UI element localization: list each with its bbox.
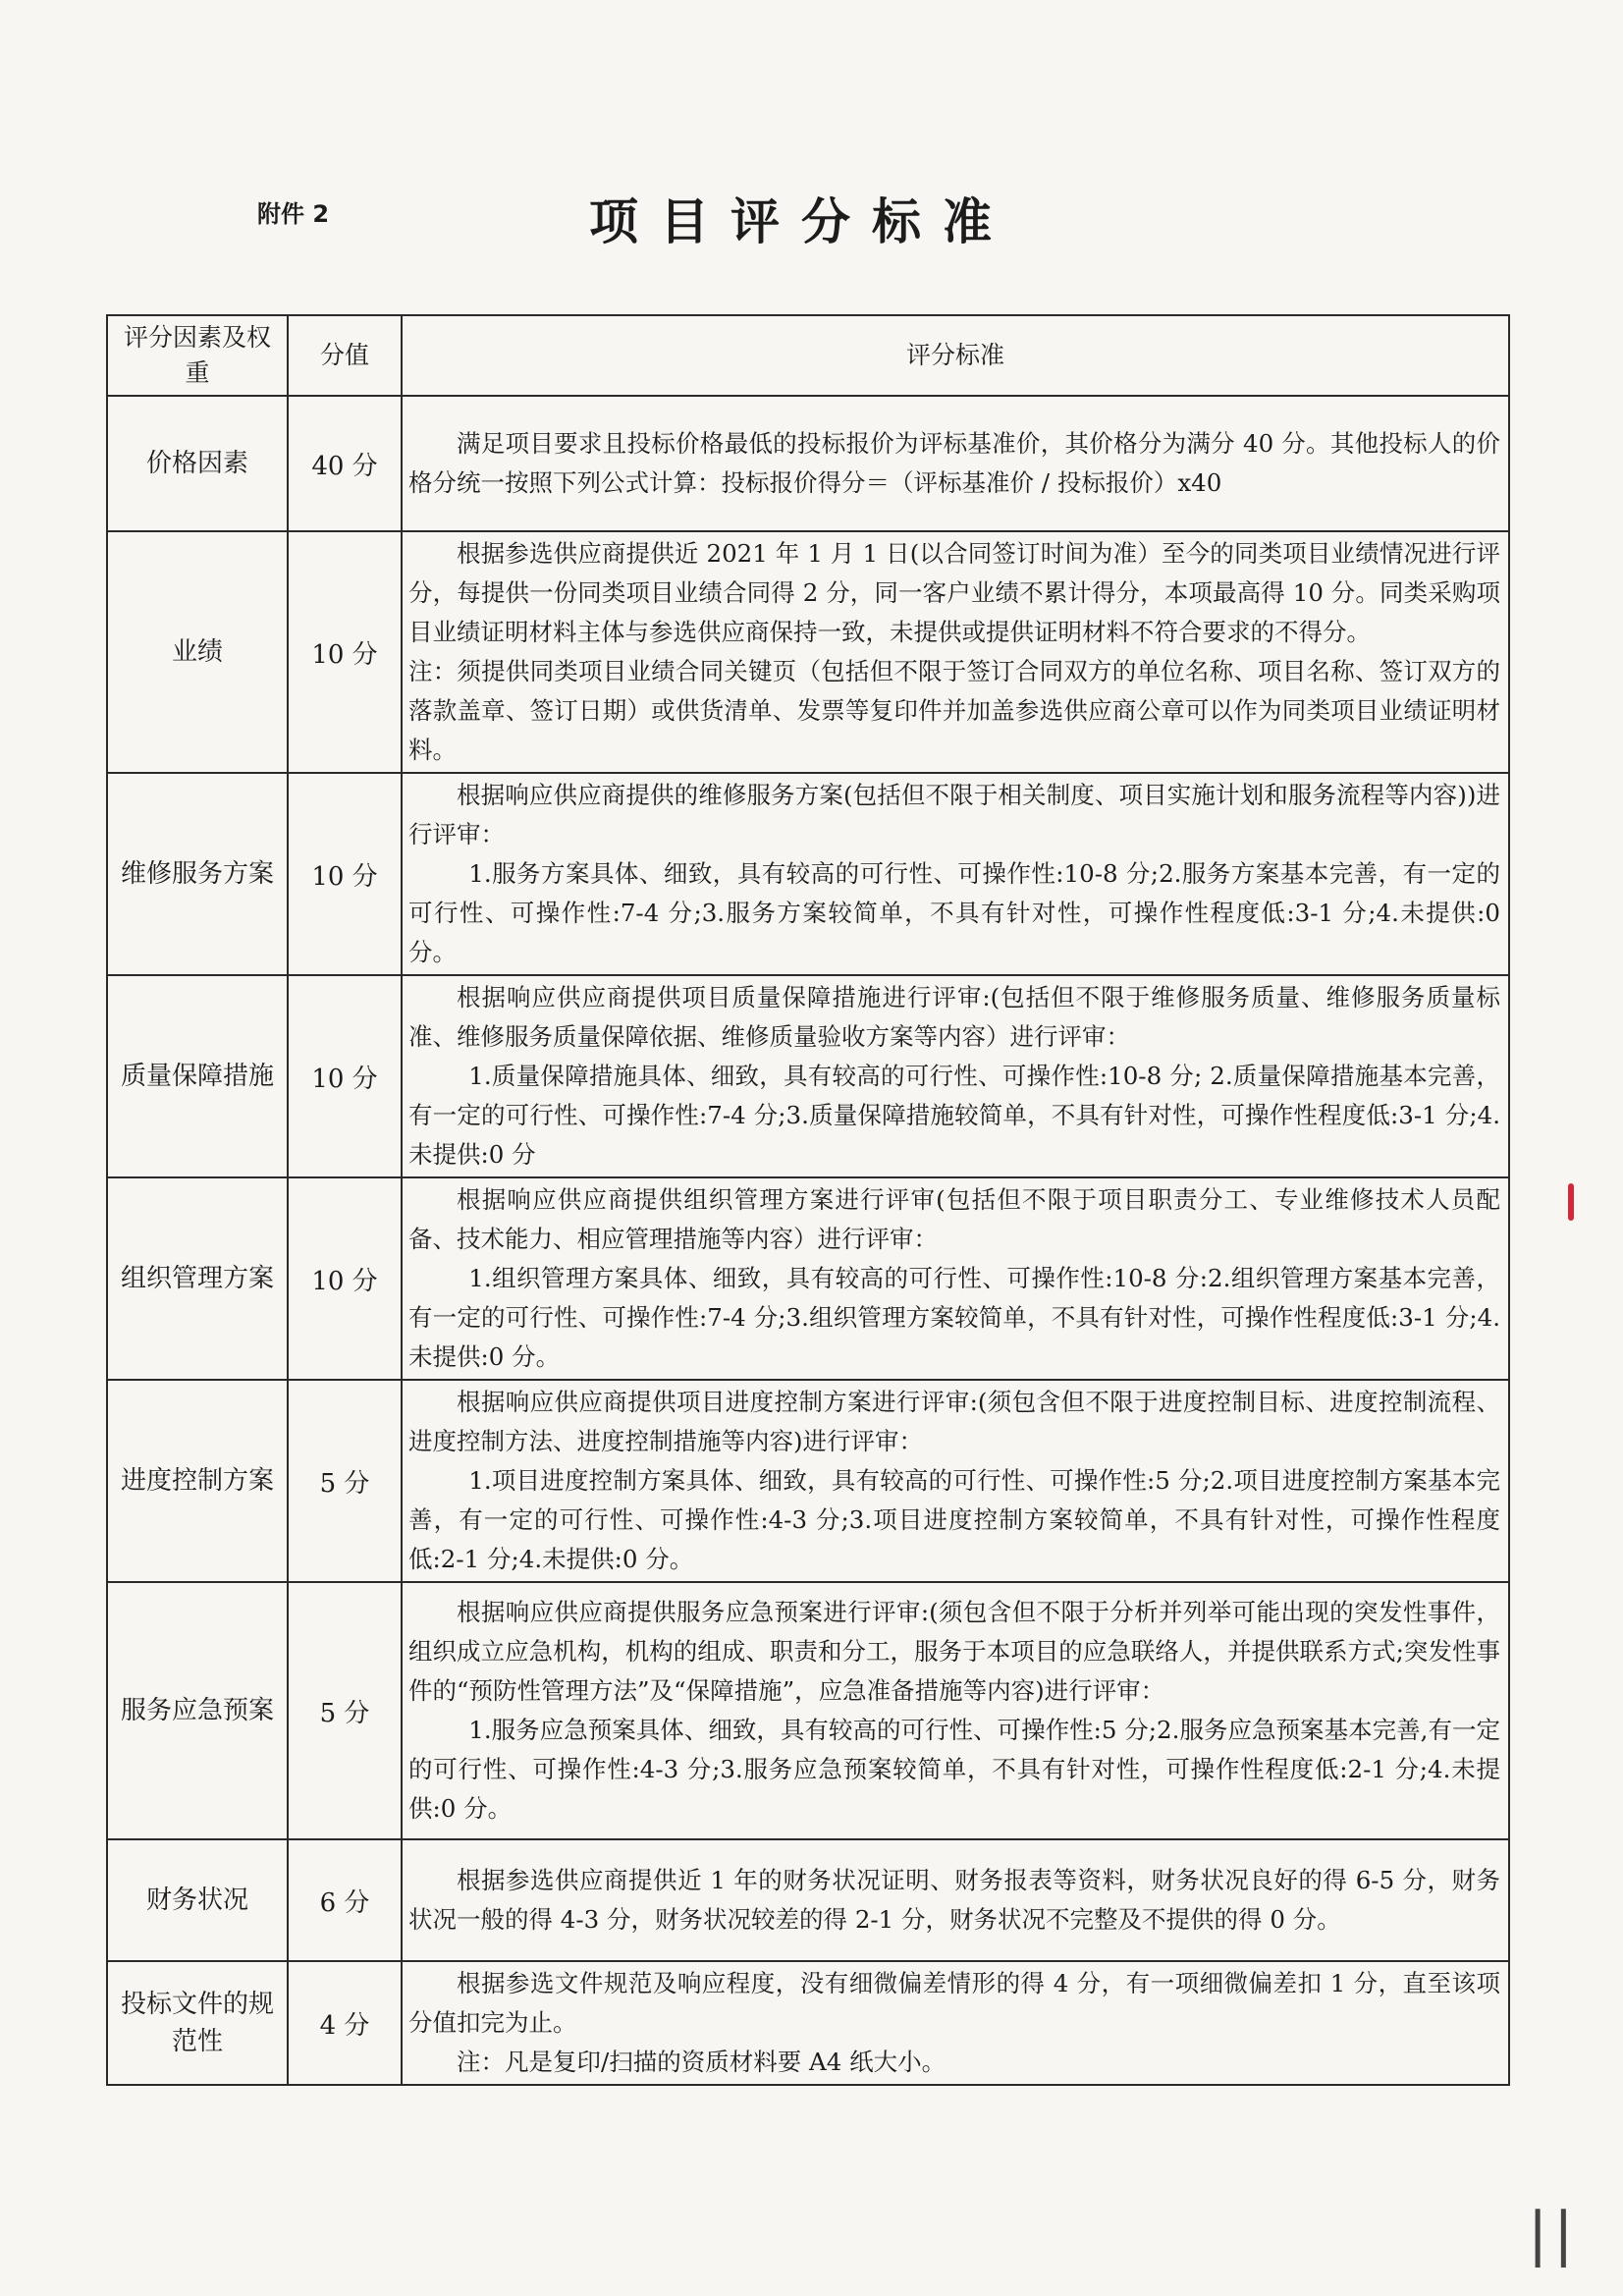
criteria-paragraph: 根据响应供应商提供的维修服务方案(包括但不限于相关制度、项目实施计划和服务流程等内容))进行评审： — [408, 781, 1500, 848]
criteria-paragraph: 根据参选供应商提供近 2021 年 1 月 1 日(以合同签订时间为准）至今的同类项目业绩情况进行评分，每提供一份同类项目业绩合同得 2 分，同一客户业绩不累计得分，本项最高得 10 分。同类采购项目业绩证明材料主体与参选供应商保持一致，未提供或提供证明材料不符合要求的不得分。 — [408, 539, 1500, 646]
criteria-paragraph: 根据响应供应商提供服务应急预案进行评审:(须包含但不限于分析并列举可能出现的突发性事件，组织成立应急机构，机构的组成、职责和分工，服务于本项目的应急联络人，并提供联系方式;突发性事件的“预防性管理方法”及“保障措施”，应急准备措施等内容)进行评审： — [408, 1598, 1500, 1705]
table-row — [107, 1839, 1509, 1961]
score-cell: 10 分 — [288, 1177, 402, 1380]
criteria-paragraph: 满足项目要求且投标价格最低的投标报价为评标基准价，其价格分为满分 40 分。其他投标人的价格分统一按照下列公式计算：投标报价得分＝（评标基准价 / 投标报价）x40 — [408, 429, 1500, 497]
criteria-cell — [402, 531, 1509, 773]
factor-cell: 维修服务方案 — [107, 773, 288, 975]
page-title: 项目评分标准 — [589, 193, 1013, 250]
score-cell: 10 分 — [288, 773, 402, 975]
table-row — [107, 396, 1509, 531]
table-row — [107, 1582, 1509, 1839]
page-margin-mark: || — [1528, 2200, 1580, 2269]
criteria-cell — [402, 1961, 1509, 2085]
score-cell: 40 分 — [288, 396, 402, 531]
table-row — [107, 975, 1509, 1177]
score-cell: 5 分 — [288, 1380, 402, 1582]
score-cell: 10 分 — [288, 975, 402, 1177]
criteria-paragraph: 根据响应供应商提供组织管理方案进行评审(包括但不限于项目职责分工、专业维修技术人员配备、技术能力、相应管理措施等内容）进行评审： — [408, 1185, 1500, 1253]
criteria-paragraph: 根据参选文件规范及响应程度，没有细微偏差情形的得 4 分，有一项细微偏差扣 1 分，直至该项分值扣完为止。 — [408, 1969, 1500, 2037]
criteria-paragraph: 1.组织管理方案具体、细致，具有较高的可行性、可操作性:10-8 分:2.组织管理方案基本完善，有一定的可行性、可操作性:7-4 分;3.组织管理方案较简单，不具有针对性，可操作性程度低:3-1 分;4.未提供:0 分。 — [408, 1264, 1500, 1371]
factor-cell: 价格因素 — [107, 396, 288, 531]
criteria-paragraph: 注：须提供同类项目业绩合同关键页（包括但不限于签订合同双方的单位名称、项目名称、签订双方的落款盖章、签订日期）或供货清单、发票等复印件并加盖参选供应商公章可以作为同类项目业绩证明材料。 — [408, 657, 1500, 764]
attachment-label: 附件 2 — [257, 200, 330, 228]
criteria-paragraph: 1.项目进度控制方案具体、细致，具有较高的可行性、可操作性:5 分;2.项目进度控制方案基本完善，有一定的可行性、可操作性:4-3 分;3.项目进度控制方案较简单，不具有针对性，可操作性程度低:2-1 分;4.未提供:0 分。 — [408, 1466, 1500, 1573]
score-cell: 6 分 — [288, 1839, 402, 1961]
table-row — [107, 773, 1509, 975]
factor-cell: 服务应急预案 — [107, 1582, 288, 1839]
col-header-score: 分值 — [288, 315, 402, 396]
scoring-table — [106, 314, 1510, 2086]
col-header-factor: 评分因素及权重 — [107, 315, 288, 396]
score-cell: 4 分 — [288, 1961, 402, 2085]
table-row — [107, 1380, 1509, 1582]
score-cell: 10 分 — [288, 531, 402, 773]
score-cell: 5 分 — [288, 1582, 402, 1839]
factor-cell: 组织管理方案 — [107, 1177, 288, 1380]
criteria-cell — [402, 1839, 1509, 1961]
table-row — [107, 531, 1509, 773]
factor-cell: 业绩 — [107, 531, 288, 773]
criteria-paragraph: 1.服务方案具体、细致，具有较高的可行性、可操作性:10-8 分;2.服务方案基本完善，有一定的可行性、可操作性:7-4 分;3.服务方案较简单，不具有针对性，可操作性程度低:3-1 分;4.未提供:0 分。 — [408, 859, 1500, 966]
criteria-cell — [402, 1582, 1509, 1839]
criteria-cell — [402, 1177, 1509, 1380]
criteria-cell — [402, 396, 1509, 531]
criteria-paragraph: 根据响应供应商提供项目进度控制方案进行评审:(须包含但不限于进度控制目标、进度控制流程、进度控制方法、进度控制措施等内容)进行评审： — [408, 1388, 1500, 1455]
criteria-paragraph: 注：凡是复印/扫描的资质材料要 A4 纸大小。 — [457, 2048, 947, 2076]
factor-cell: 进度控制方案 — [107, 1380, 288, 1582]
table-row — [107, 1961, 1509, 2085]
table-row — [107, 1177, 1509, 1380]
criteria-cell — [402, 975, 1509, 1177]
factor-cell: 质量保障措施 — [107, 975, 288, 1177]
criteria-paragraph: 1.服务应急预案具体、细致，具有较高的可行性、可操作性:5 分;2.服务应急预案基本完善,有一定的可行性、可操作性:4-3 分;3.服务应急预案较简单，不具有针对性，可操作性程度低:2-1 分;4.未提供:0 分。 — [408, 1716, 1500, 1823]
criteria-paragraph: 根据响应供应商提供项目质量保障措施进行评审:(包括但不限于维修服务质量、维修服务质量标准、维修服务质量保障依据、维修质量验收方案等内容）进行评审： — [408, 983, 1500, 1051]
red-ink-mark — [1568, 1183, 1574, 1221]
col-header-criteria: 评分标准 — [402, 315, 1509, 396]
factor-cell: 财务状况 — [107, 1839, 288, 1961]
criteria-cell — [402, 773, 1509, 975]
table-header-row — [107, 315, 1509, 396]
criteria-paragraph: 根据参选供应商提供近 1 年的财务状况证明、财务报表等资料，财务状况良好的得 6-5 分，财务状况一般的得 4-3 分，财务状况较差的得 2-1 分，财务状况不完整及不提供的得 0 分。 — [408, 1866, 1500, 1934]
criteria-cell — [402, 1380, 1509, 1582]
factor-cell: 投标文件的规范性 — [107, 1961, 288, 2085]
criteria-paragraph: 1.质量保障措施具体、细致，具有较高的可行性、可操作性:10-8 分; 2.质量保障措施基本完善，有一定的可行性、可操作性:7-4 分;3.质量保障措施较简单，不具有针对性，可操作性程度低:3-1 分;4.未提供:0 分 — [408, 1062, 1500, 1169]
